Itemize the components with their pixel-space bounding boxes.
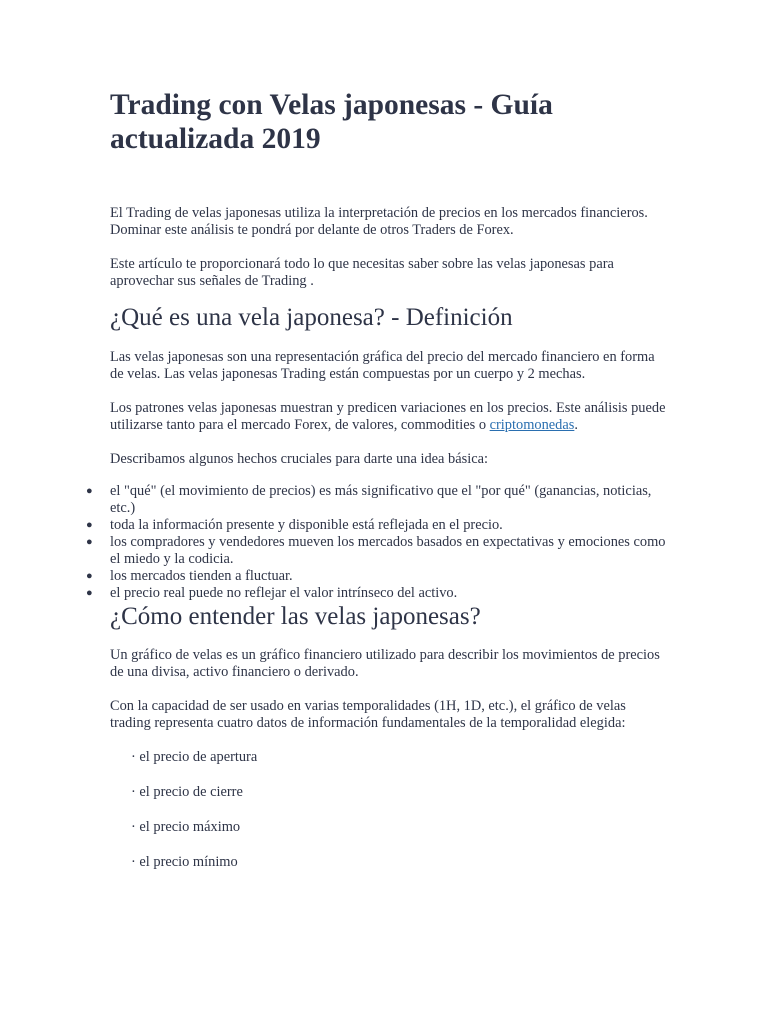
- definition-paragraph-2: [110, 400, 670, 434]
- intro-paragraph-2: Este artículo te proporcionará todo lo que necesitas saber sobre las velas japonesas para aprovechar sus señales de Trading .: [110, 256, 614, 289]
- section-heading-definition: ¿Qué es una vela japonesa? - Definición: [110, 304, 513, 331]
- definition-paragraph-2-text: Los patrones velas japonesas muestran y predicen variaciones en los precios. Este análisis puede utilizarse tanto para el mercado Forex, de valores, commodities o: [110, 400, 666, 433]
- list-item: [86, 568, 670, 585]
- intro-section: [110, 205, 670, 290]
- list-item-text: toda la información presente y disponible está reflejada en el precio.: [110, 517, 503, 533]
- bullet-icon: ●: [86, 485, 93, 497]
- bullet-icon: ●: [86, 570, 93, 582]
- list-item-text: los compradores y vendedores mueven los mercados basados en expectativas y emociones como el miedo y la codicia.: [110, 534, 666, 567]
- section-heading-understand: ¿Cómo entender las velas japonesas?: [110, 603, 481, 630]
- list-item-text: los mercados tienden a fluctuar.: [110, 568, 293, 584]
- price-item-high: · el precio máximo: [131, 819, 241, 835]
- list-item: [86, 483, 670, 517]
- list-item: [86, 517, 670, 534]
- definition-paragraph-2-end: .: [574, 417, 578, 433]
- definition-paragraph-3: Describamos algunos hechos cruciales para darte una idea básica:: [110, 451, 488, 467]
- list-item: [86, 534, 670, 568]
- list-item-text: el precio real puede no reflejar el valor intrínseco del activo.: [110, 585, 458, 601]
- facts-list: [86, 483, 670, 602]
- list-item-text: el "qué" (el movimiento de precios) es más significativo que el "por qué" (ganancias, noticias, etc.): [110, 483, 652, 516]
- criptomonedas-link[interactable]: criptomonedas: [489, 417, 575, 433]
- understand-paragraph-1: Un gráfico de velas es un gráfico financiero utilizado para describir los movimientos de precios de una divisa, activo financiero o derivado.: [110, 647, 660, 680]
- price-item-open: · el precio de apertura: [131, 749, 258, 765]
- list-item: [86, 585, 670, 602]
- price-data-list: [110, 749, 670, 871]
- price-item-close: · el precio de cierre: [131, 784, 243, 800]
- bullet-icon: ●: [86, 587, 93, 599]
- page-title: Trading con Velas japonesas - Guía actualizada 2019: [110, 89, 553, 155]
- intro-paragraph-1: El Trading de velas japonesas utiliza la interpretación de precios en los mercados financieros. Dominar este análisis te pondrá por delante de otros Traders de Forex.: [110, 205, 648, 238]
- bullet-icon: ●: [86, 536, 93, 548]
- definition-paragraph-1: Las velas japonesas son una representación gráfica del precio del mercado financiero en forma de velas. Las velas japonesas Trading están compuestas por un cuerpo y 2 mechas.: [110, 349, 655, 382]
- understand-paragraph-2: Con la capacidad de ser usado en varias temporalidades (1H, 1D, etc.), el gráfico de velas trading representa cuatro datos de información fundamentales de la temporalidad elegida:: [110, 698, 626, 731]
- bullet-icon: ●: [86, 519, 93, 531]
- document-page: [86, 88, 670, 889]
- price-item-low: · el precio mínimo: [131, 854, 238, 870]
